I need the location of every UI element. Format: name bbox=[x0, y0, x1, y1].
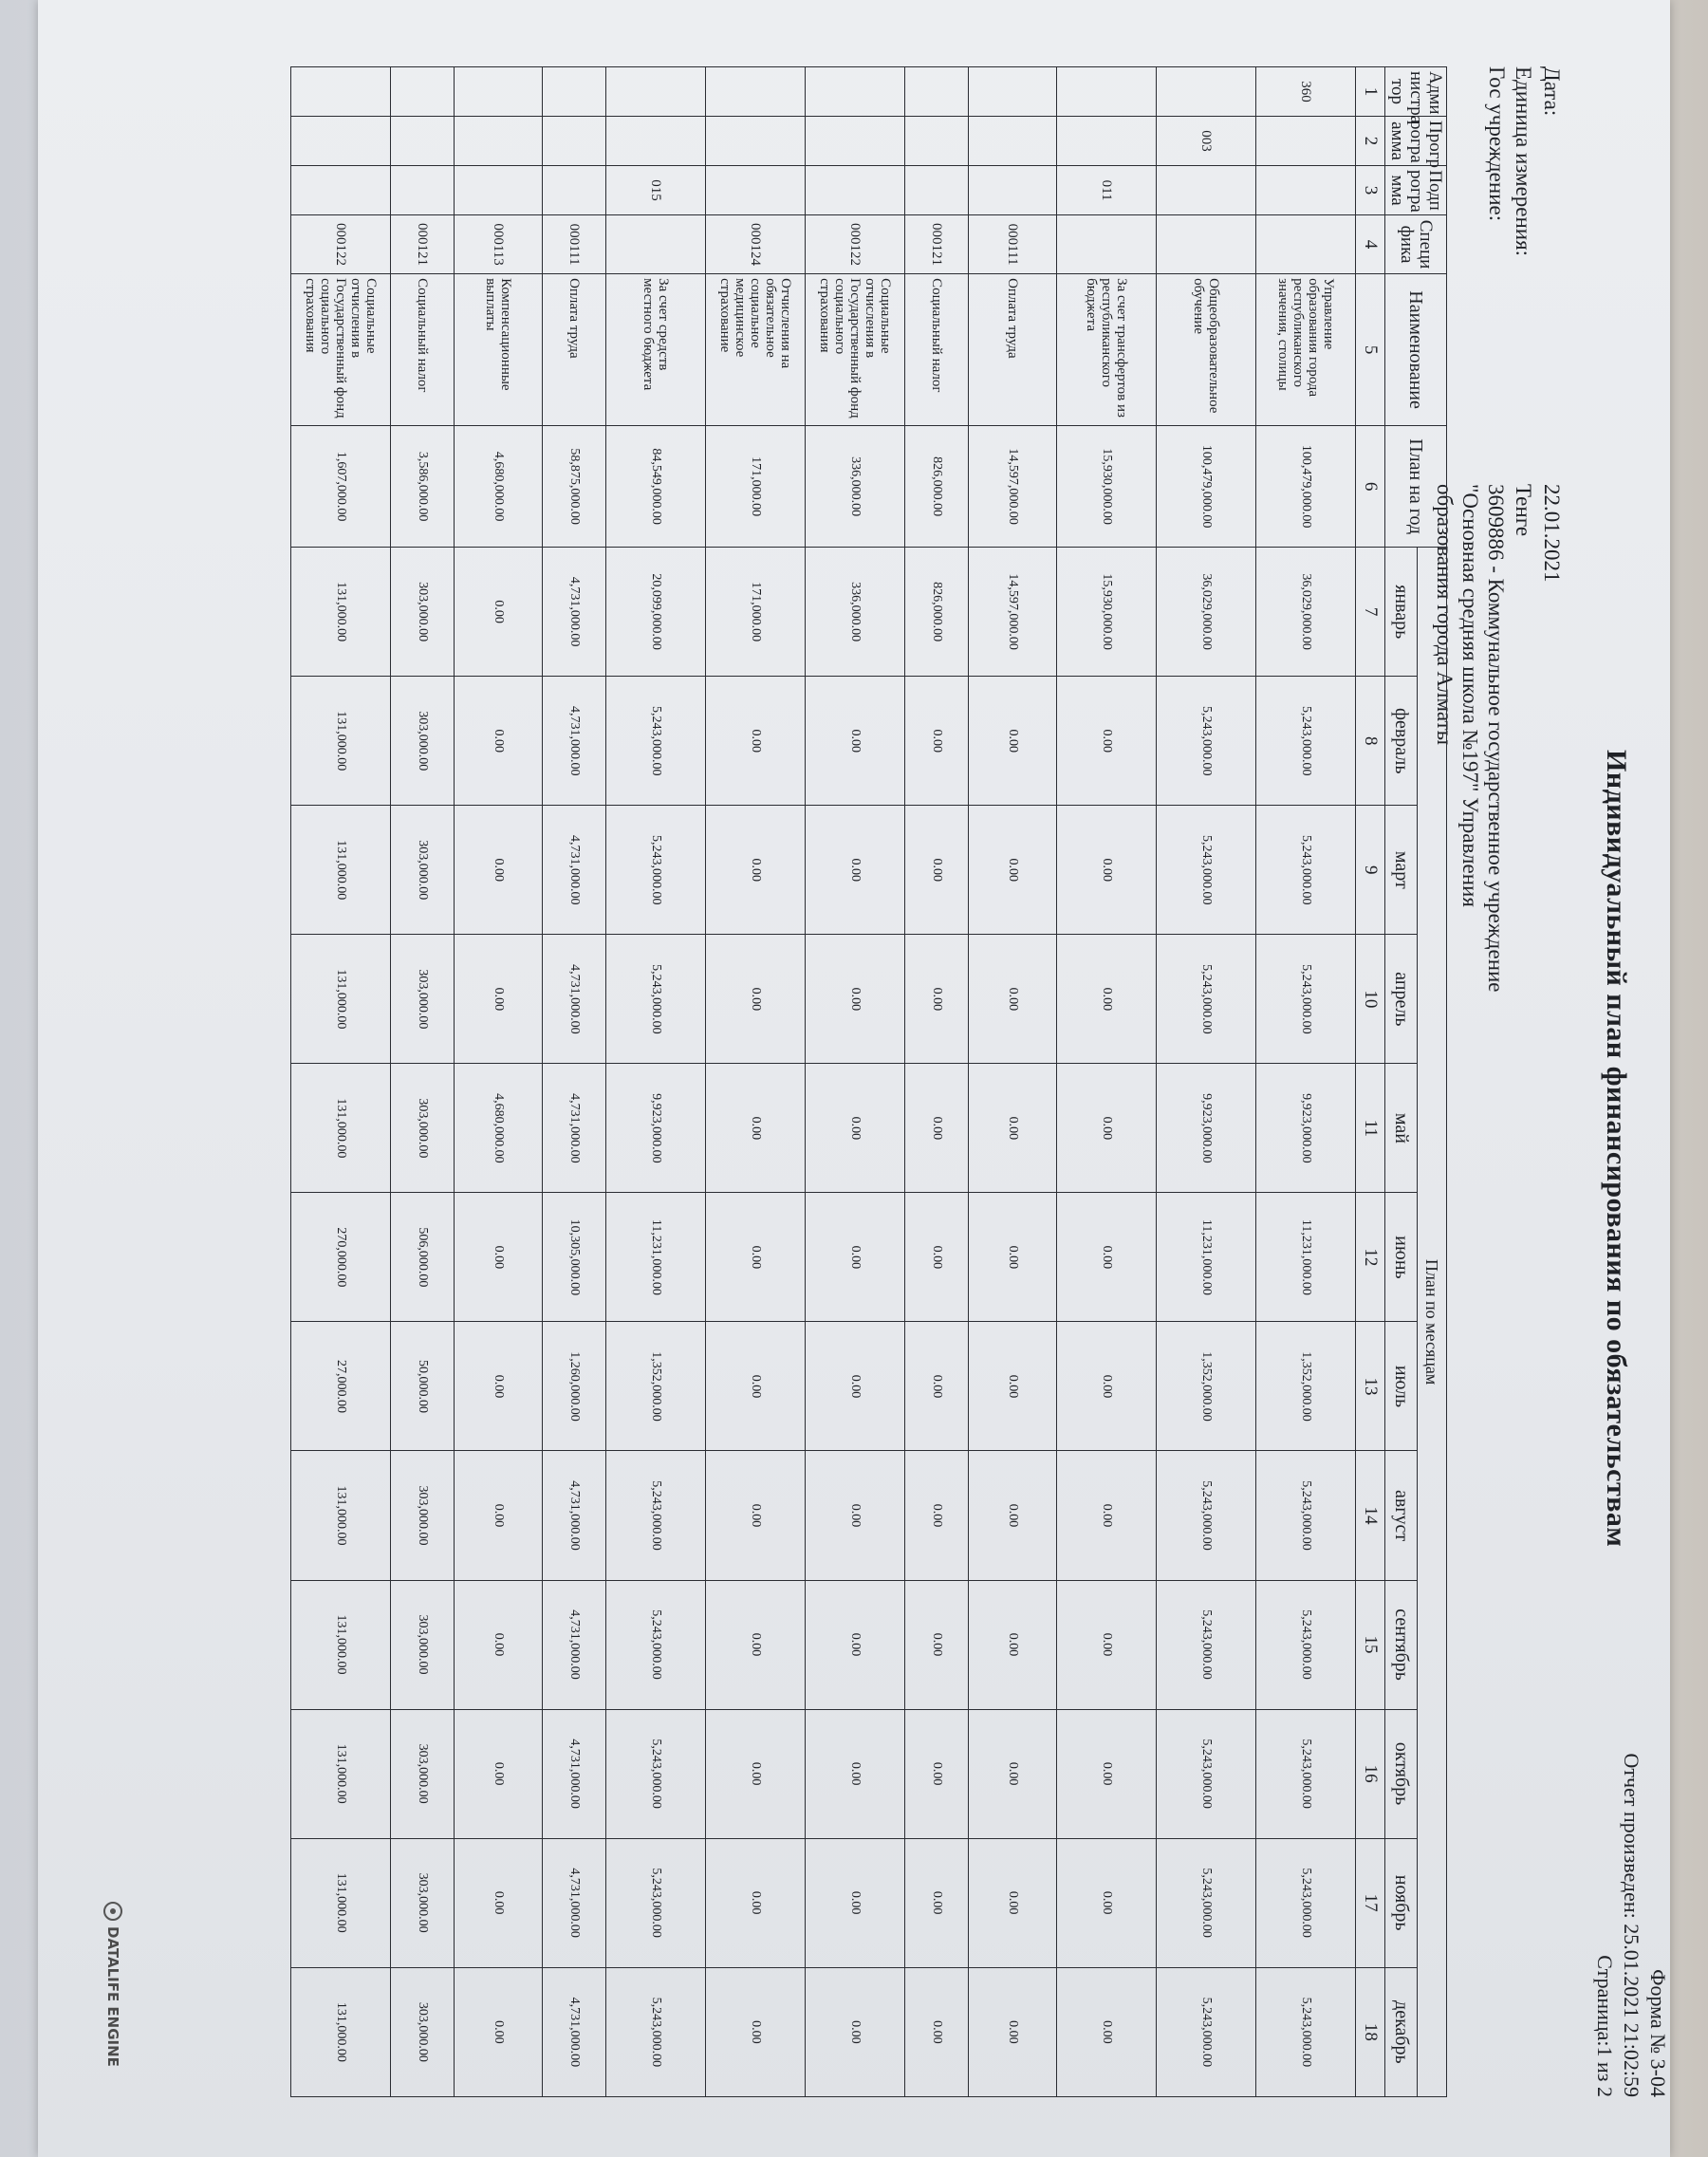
cell-month-value: 0.00 bbox=[455, 1322, 543, 1451]
cell-month-value: 4,731,000.00 bbox=[543, 677, 606, 806]
cell-plan-year: 3,586,000.00 bbox=[391, 426, 455, 548]
cell-month-value: 0.00 bbox=[905, 1322, 969, 1451]
cell-month-value: 0.00 bbox=[969, 935, 1057, 1064]
table-row bbox=[291, 67, 391, 2097]
cell-month-value: 4,731,000.00 bbox=[543, 1064, 606, 1193]
cell-month-value: 0.00 bbox=[1057, 1838, 1157, 1967]
cell-month-value: 0.00 bbox=[905, 1709, 969, 1838]
cell-month-value: 4,731,000.00 bbox=[543, 1838, 606, 1967]
cell-month-value: 171,000.00 bbox=[706, 548, 806, 677]
cell-month-value: 0.00 bbox=[969, 1322, 1057, 1451]
cell-month-value: 0.00 bbox=[455, 1838, 543, 1967]
cell-admin bbox=[905, 67, 969, 117]
column-number: 4 bbox=[1356, 215, 1385, 274]
cell-month-value: 303,000.00 bbox=[391, 1064, 455, 1193]
cell-program bbox=[455, 117, 543, 166]
column-number: 1 bbox=[1356, 67, 1385, 117]
cell-plan-year: 14,597,000.00 bbox=[969, 426, 1057, 548]
cell-month-value: 4,680,000.00 bbox=[455, 1064, 543, 1193]
cell-month-value: 0.00 bbox=[1057, 1322, 1157, 1451]
table-row bbox=[905, 67, 969, 2097]
cell-spec bbox=[1256, 215, 1356, 274]
cell-subprogram bbox=[969, 166, 1057, 215]
cell-spec bbox=[606, 215, 706, 274]
rotated-document bbox=[38, 0, 1708, 2157]
column-number: 12 bbox=[1356, 1193, 1385, 1322]
cell-program bbox=[606, 117, 706, 166]
column-number: 13 bbox=[1356, 1322, 1385, 1451]
cell-month-value: 303,000.00 bbox=[391, 806, 455, 935]
cell-month-value: 0.00 bbox=[455, 1451, 543, 1580]
cell-month-value: 5,243,000.00 bbox=[1157, 1709, 1256, 1838]
cell-program bbox=[1256, 117, 1356, 166]
cell-month-value: 5,243,000.00 bbox=[606, 935, 706, 1064]
cell-month-value: 0.00 bbox=[455, 806, 543, 935]
cell-spec: 000121 bbox=[905, 215, 969, 274]
cell-month-value: 0.00 bbox=[706, 935, 806, 1064]
cell-month-value: 0.00 bbox=[806, 1580, 905, 1709]
cell-month-value: 5,243,000.00 bbox=[1157, 677, 1256, 806]
cell-month-value: 14,597,000.00 bbox=[969, 548, 1057, 677]
table-row bbox=[391, 67, 455, 2097]
cell-month-value: 4,731,000.00 bbox=[543, 806, 606, 935]
cell-month-value: 1,352,000.00 bbox=[606, 1322, 706, 1451]
table-row bbox=[606, 67, 706, 2097]
column-number-row bbox=[1356, 67, 1385, 2097]
header-month: январь bbox=[1385, 548, 1418, 677]
cell-name: Управление образования города республиканского значения, столицы bbox=[1256, 274, 1356, 426]
column-number: 8 bbox=[1356, 677, 1385, 806]
cell-name: Социальный налог bbox=[905, 274, 969, 426]
column-number: 3 bbox=[1356, 166, 1385, 215]
cell-month-value: 270,000.00 bbox=[291, 1193, 391, 1322]
header-subprogram: Подп рогра мма bbox=[1385, 166, 1447, 215]
cell-spec: 000121 bbox=[391, 215, 455, 274]
cell-month-value: 20,099,000.00 bbox=[606, 548, 706, 677]
cell-month-value: 0.00 bbox=[706, 1193, 806, 1322]
column-number: 11 bbox=[1356, 1064, 1385, 1193]
cell-month-value: 506,000.00 bbox=[391, 1193, 455, 1322]
document-meta bbox=[1433, 66, 1566, 1148]
cell-month-value: 4,731,000.00 bbox=[543, 1709, 606, 1838]
cell-spec: 000111 bbox=[543, 215, 606, 274]
cell-admin bbox=[1157, 67, 1256, 117]
cell-month-value: 131,000.00 bbox=[291, 1838, 391, 1967]
cell-month-value: 0.00 bbox=[706, 1064, 806, 1193]
cell-subprogram bbox=[1256, 166, 1356, 215]
cell-month-value: 5,243,000.00 bbox=[1256, 1451, 1356, 1580]
cell-month-value: 0.00 bbox=[806, 1838, 905, 1967]
cell-subprogram bbox=[806, 166, 905, 215]
logo-icon bbox=[103, 1902, 122, 1921]
header-month: август bbox=[1385, 1451, 1418, 1580]
cell-subprogram bbox=[543, 166, 606, 215]
header-month: июнь bbox=[1385, 1193, 1418, 1322]
cell-subprogram bbox=[1157, 166, 1256, 215]
cell-month-value: 0.00 bbox=[706, 1451, 806, 1580]
cell-month-value: 0.00 bbox=[455, 1709, 543, 1838]
cell-month-value: 0.00 bbox=[806, 1193, 905, 1322]
cell-month-value: 4,731,000.00 bbox=[543, 935, 606, 1064]
header-month: апрель bbox=[1385, 935, 1418, 1064]
cell-month-value: 0.00 bbox=[969, 1838, 1057, 1967]
cell-month-value: 5,243,000.00 bbox=[606, 1451, 706, 1580]
header-program: Прогр рогра амма bbox=[1385, 117, 1447, 166]
cell-month-value: 0.00 bbox=[806, 677, 905, 806]
cell-subprogram: 015 bbox=[606, 166, 706, 215]
cell-month-value: 5,243,000.00 bbox=[606, 806, 706, 935]
cell-month-value: 15,930,000.00 bbox=[1057, 548, 1157, 677]
column-number: 18 bbox=[1356, 1967, 1385, 2096]
table-row bbox=[1057, 67, 1157, 2097]
document-page bbox=[38, 0, 1670, 2157]
unit-value: Тенге bbox=[1512, 484, 1535, 537]
cell-month-value: 131,000.00 bbox=[291, 1064, 391, 1193]
cell-name: Оплата труда bbox=[543, 274, 606, 426]
cell-month-value: 36,029,000.00 bbox=[1157, 548, 1256, 677]
header-month: сентябрь bbox=[1385, 1580, 1418, 1709]
cell-program: 003 bbox=[1157, 117, 1256, 166]
cell-month-value: 303,000.00 bbox=[391, 935, 455, 1064]
column-number: 7 bbox=[1356, 548, 1385, 677]
cell-subprogram bbox=[455, 166, 543, 215]
cell-month-value: 4,731,000.00 bbox=[543, 1580, 606, 1709]
cell-month-value: 5,243,000.00 bbox=[1157, 1451, 1256, 1580]
cell-month-value: 5,243,000.00 bbox=[1256, 1838, 1356, 1967]
cell-month-value: 0.00 bbox=[706, 1967, 806, 2096]
cell-name: Отчисления на обязательное социальное медицинское страхование bbox=[706, 274, 806, 426]
cell-month-value: 0.00 bbox=[969, 1967, 1057, 2096]
header-month: ноябрь bbox=[1385, 1838, 1418, 1967]
cell-month-value: 27,000.00 bbox=[291, 1322, 391, 1451]
cell-month-value: 0.00 bbox=[1057, 1064, 1157, 1193]
cell-month-value: 5,243,000.00 bbox=[1256, 806, 1356, 935]
unit-label: Единица измерения: bbox=[1512, 66, 1535, 257]
cell-subprogram bbox=[391, 166, 455, 215]
cell-admin bbox=[706, 67, 806, 117]
cell-plan-year: 336,000.00 bbox=[806, 426, 905, 548]
cell-month-value: 10,305,000.00 bbox=[543, 1193, 606, 1322]
cell-month-value: 0.00 bbox=[905, 677, 969, 806]
cell-month-value: 11,231,000.00 bbox=[1256, 1193, 1356, 1322]
cell-program bbox=[291, 117, 391, 166]
cell-month-value: 1,352,000.00 bbox=[1157, 1322, 1256, 1451]
cell-month-value: 9,923,000.00 bbox=[1157, 1064, 1256, 1193]
cell-month-value: 0.00 bbox=[905, 1064, 969, 1193]
date-value: 22.01.2021 bbox=[1540, 484, 1564, 583]
cell-month-value: 0.00 bbox=[455, 1580, 543, 1709]
cell-month-value: 0.00 bbox=[706, 1322, 806, 1451]
cell-plan-year: 58,875,000.00 bbox=[543, 426, 606, 548]
table-row bbox=[543, 67, 606, 2097]
cell-subprogram: 011 bbox=[1057, 166, 1157, 215]
cell-month-value: 303,000.00 bbox=[391, 1709, 455, 1838]
cell-month-value: 303,000.00 bbox=[391, 548, 455, 677]
cell-program bbox=[706, 117, 806, 166]
cell-month-value: 0.00 bbox=[706, 1838, 806, 1967]
cell-spec: 000113 bbox=[455, 215, 543, 274]
cell-month-value: 9,923,000.00 bbox=[1256, 1064, 1356, 1193]
table-row bbox=[1256, 67, 1356, 2097]
cell-month-value: 0.00 bbox=[905, 806, 969, 935]
cell-month-value: 0.00 bbox=[706, 1580, 806, 1709]
form-number: Форма № 3-04 bbox=[1646, 1969, 1670, 2097]
column-number: 6 bbox=[1356, 426, 1385, 548]
cell-spec: 000122 bbox=[291, 215, 391, 274]
cell-month-value: 0.00 bbox=[806, 1322, 905, 1451]
cell-month-value: 5,243,000.00 bbox=[1256, 1709, 1356, 1838]
cell-month-value: 0.00 bbox=[806, 935, 905, 1064]
cell-month-value: 0.00 bbox=[706, 677, 806, 806]
cell-month-value: 5,243,000.00 bbox=[1256, 1580, 1356, 1709]
cell-month-value: 0.00 bbox=[806, 1709, 905, 1838]
header-month: октябрь bbox=[1385, 1709, 1418, 1838]
cell-month-value: 50,000.00 bbox=[391, 1322, 455, 1451]
cell-name: Общеобразовательное обучение bbox=[1157, 274, 1256, 426]
cell-month-value: 5,243,000.00 bbox=[606, 677, 706, 806]
cell-month-value: 4,731,000.00 bbox=[543, 1451, 606, 1580]
cell-name: За счет средств местного бюджета bbox=[606, 274, 706, 426]
cell-month-value: 0.00 bbox=[969, 1580, 1057, 1709]
cell-month-value: 0.00 bbox=[969, 677, 1057, 806]
watermark-text: DATALIFE ENGINE bbox=[104, 1926, 121, 2067]
cell-month-value: 0.00 bbox=[455, 677, 543, 806]
cell-name: Социальный налог bbox=[391, 274, 455, 426]
cell-month-value: 131,000.00 bbox=[291, 935, 391, 1064]
cell-admin bbox=[1057, 67, 1157, 117]
cell-month-value: 131,000.00 bbox=[291, 806, 391, 935]
cell-month-value: 5,243,000.00 bbox=[1157, 935, 1256, 1064]
cell-month-value: 0.00 bbox=[969, 806, 1057, 935]
cell-month-value: 0.00 bbox=[1057, 677, 1157, 806]
cell-plan-year: 1,607,000.00 bbox=[291, 426, 391, 548]
cell-month-value: 826,000.00 bbox=[905, 548, 969, 677]
cell-month-value: 0.00 bbox=[806, 1967, 905, 2096]
cell-month-value: 0.00 bbox=[806, 1451, 905, 1580]
cell-month-value: 0.00 bbox=[905, 1967, 969, 2096]
cell-program bbox=[905, 117, 969, 166]
org-value: 3609886 - Коммунальное государственное учреждение "Основная средняя школа №197" Управления образования города Алматы bbox=[1433, 484, 1508, 993]
cell-month-value: 0.00 bbox=[969, 1193, 1057, 1322]
cell-month-value: 36,029,000.00 bbox=[1256, 548, 1356, 677]
cell-month-value: 0.00 bbox=[706, 1709, 806, 1838]
table-row bbox=[1157, 67, 1256, 2097]
cell-month-value: 0.00 bbox=[905, 1451, 969, 1580]
cell-admin bbox=[391, 67, 455, 117]
cell-month-value: 9,923,000.00 bbox=[606, 1064, 706, 1193]
cell-month-value: 5,243,000.00 bbox=[1256, 677, 1356, 806]
header-plan-months: План по месяцам bbox=[1417, 548, 1446, 2097]
cell-month-value: 4,731,000.00 bbox=[543, 548, 606, 677]
header-month: май bbox=[1385, 1064, 1418, 1193]
cell-subprogram bbox=[905, 166, 969, 215]
cell-month-value: 0.00 bbox=[1057, 1580, 1157, 1709]
cell-month-value: 0.00 bbox=[706, 806, 806, 935]
cell-month-value: 0.00 bbox=[1057, 1193, 1157, 1322]
cell-program bbox=[1057, 117, 1157, 166]
cell-spec: 000124 bbox=[706, 215, 806, 274]
cell-month-value: 131,000.00 bbox=[291, 1709, 391, 1838]
cell-admin bbox=[806, 67, 905, 117]
cell-admin bbox=[969, 67, 1057, 117]
cell-month-value: 0.00 bbox=[905, 1580, 969, 1709]
cell-subprogram bbox=[706, 166, 806, 215]
header-month: декабрь bbox=[1385, 1967, 1418, 2096]
cell-month-value: 0.00 bbox=[455, 548, 543, 677]
cell-month-value: 303,000.00 bbox=[391, 1838, 455, 1967]
cell-month-value: 0.00 bbox=[1057, 1967, 1157, 2096]
column-number: 2 bbox=[1356, 117, 1385, 166]
column-number: 16 bbox=[1356, 1709, 1385, 1838]
cell-month-value: 131,000.00 bbox=[291, 1451, 391, 1580]
document-title: Индивидуальный план финансирования по обязательствам bbox=[1601, 750, 1632, 1548]
cell-month-value: 0.00 bbox=[905, 1838, 969, 1967]
header-month: март bbox=[1385, 806, 1418, 935]
cell-month-value: 0.00 bbox=[455, 935, 543, 1064]
column-number: 10 bbox=[1356, 935, 1385, 1064]
org-label: Гос учреждение: bbox=[1485, 66, 1509, 222]
cell-month-value: 0.00 bbox=[806, 806, 905, 935]
cell-month-value: 0.00 bbox=[969, 1709, 1057, 1838]
table-row bbox=[969, 67, 1057, 2097]
cell-month-value: 0.00 bbox=[806, 1064, 905, 1193]
cell-month-value: 1,352,000.00 bbox=[1256, 1322, 1356, 1451]
date-label: Дата: bbox=[1540, 66, 1564, 117]
cell-month-value: 5,243,000.00 bbox=[606, 1838, 706, 1967]
cell-plan-year: 826,000.00 bbox=[905, 426, 969, 548]
cell-month-value: 0.00 bbox=[1057, 806, 1157, 935]
header-month: июль bbox=[1385, 1322, 1418, 1451]
column-number: 9 bbox=[1356, 806, 1385, 935]
column-number: 5 bbox=[1356, 274, 1385, 426]
header-month: февраль bbox=[1385, 677, 1418, 806]
cell-spec: 000122 bbox=[806, 215, 905, 274]
cell-name: Компенсационные выплаты bbox=[455, 274, 543, 426]
column-number: 15 bbox=[1356, 1580, 1385, 1709]
cell-plan-year: 100,479,000.00 bbox=[1157, 426, 1256, 548]
cell-month-value: 131,000.00 bbox=[291, 548, 391, 677]
cell-month-value: 5,243,000.00 bbox=[606, 1709, 706, 1838]
table-row bbox=[455, 67, 543, 2097]
cell-month-value: 0.00 bbox=[905, 1193, 969, 1322]
page-indicator: Страница:1 из 2 bbox=[1593, 1955, 1617, 2097]
table-row bbox=[806, 67, 905, 2097]
cell-month-value: 131,000.00 bbox=[291, 677, 391, 806]
cell-month-value: 5,243,000.00 bbox=[1157, 1580, 1256, 1709]
cell-month-value: 131,000.00 bbox=[291, 1580, 391, 1709]
cell-month-value: 11,231,000.00 bbox=[606, 1193, 706, 1322]
cell-program bbox=[391, 117, 455, 166]
cell-admin bbox=[543, 67, 606, 117]
cell-month-value: 303,000.00 bbox=[391, 1451, 455, 1580]
cell-spec bbox=[1157, 215, 1256, 274]
table-row bbox=[706, 67, 806, 2097]
cell-month-value: 0.00 bbox=[455, 1967, 543, 2096]
report-generated: Отчет произведен: 25.01.2021 21:02:59 bbox=[1620, 1753, 1643, 2097]
cell-month-value: 0.00 bbox=[1057, 1451, 1157, 1580]
cell-admin bbox=[455, 67, 543, 117]
cell-month-value: 5,243,000.00 bbox=[606, 1580, 706, 1709]
cell-month-value: 0.00 bbox=[455, 1193, 543, 1322]
cell-plan-year: 4,680,000.00 bbox=[455, 426, 543, 548]
cell-month-value: 303,000.00 bbox=[391, 677, 455, 806]
cell-program bbox=[543, 117, 606, 166]
cell-plan-year: 171,000.00 bbox=[706, 426, 806, 548]
cell-month-value: 0.00 bbox=[969, 1064, 1057, 1193]
cell-month-value: 5,243,000.00 bbox=[1157, 806, 1256, 935]
cell-program bbox=[806, 117, 905, 166]
form-info bbox=[1590, 1754, 1672, 2097]
cell-plan-year: 15,930,000.00 bbox=[1057, 426, 1157, 548]
cell-month-value: 303,000.00 bbox=[391, 1967, 455, 2096]
column-number: 14 bbox=[1356, 1451, 1385, 1580]
cell-admin bbox=[606, 67, 706, 117]
cell-month-value: 0.00 bbox=[1057, 1709, 1157, 1838]
cell-plan-year: 100,479,000.00 bbox=[1256, 426, 1356, 548]
header-spec: Специ фика bbox=[1385, 215, 1447, 274]
cell-name: Социальные отчисления в Государственный фонд социального страхования bbox=[806, 274, 905, 426]
financing-plan-table bbox=[290, 66, 1447, 2097]
cell-month-value: 5,243,000.00 bbox=[1157, 1967, 1256, 2096]
header-admin: Адми нистра тор bbox=[1385, 67, 1447, 117]
column-number: 17 bbox=[1356, 1838, 1385, 1967]
cell-month-value: 5,243,000.00 bbox=[1157, 1838, 1256, 1967]
cell-admin bbox=[291, 67, 391, 117]
cell-month-value: 0.00 bbox=[1057, 935, 1157, 1064]
cell-spec bbox=[1057, 215, 1157, 274]
cell-month-value: 5,243,000.00 bbox=[1256, 935, 1356, 1064]
cell-name: Социальные отчисления в Государственный фонд социального страхования bbox=[291, 274, 391, 426]
cell-month-value: 11,231,000.00 bbox=[1157, 1193, 1256, 1322]
cell-month-value: 336,000.00 bbox=[806, 548, 905, 677]
cell-admin: 360 bbox=[1256, 67, 1356, 117]
cell-month-value: 0.00 bbox=[969, 1451, 1057, 1580]
cell-program bbox=[969, 117, 1057, 166]
cell-month-value: 4,731,000.00 bbox=[543, 1967, 606, 2096]
cell-spec: 000111 bbox=[969, 215, 1057, 274]
cell-plan-year: 84,549,000.00 bbox=[606, 426, 706, 548]
cell-subprogram bbox=[291, 166, 391, 215]
cell-name: За счет трансфертов из республиканского бюджета bbox=[1057, 274, 1157, 426]
cell-month-value: 1,260,000.00 bbox=[543, 1322, 606, 1451]
cell-month-value: 303,000.00 bbox=[391, 1580, 455, 1709]
cell-name: Оплата труда bbox=[969, 274, 1057, 426]
header-plan-year: План на год bbox=[1385, 426, 1447, 548]
cell-month-value: 5,243,000.00 bbox=[606, 1967, 706, 2096]
watermark-logo bbox=[101, 1902, 125, 2092]
cell-month-value: 0.00 bbox=[905, 935, 969, 1064]
cell-month-value: 131,000.00 bbox=[291, 1967, 391, 2096]
header-name: Наименование bbox=[1385, 274, 1447, 426]
cell-month-value: 5,243,000.00 bbox=[1256, 1967, 1356, 2096]
